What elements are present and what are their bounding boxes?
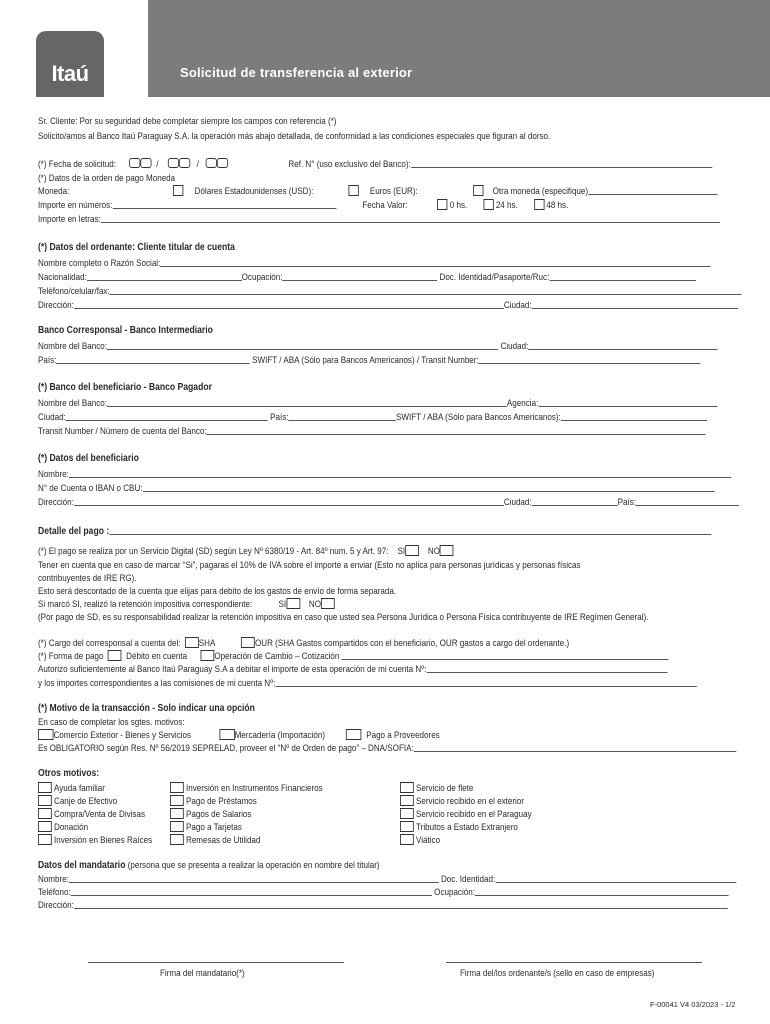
beneficiario-nombre-field[interactable] (69, 468, 731, 478)
mandatario-telefono-label: Teléfono: (38, 886, 71, 897)
motivo-title: (*) Motivo de la transacción - Solo indicar una opción (38, 703, 255, 714)
moneda-row (38, 185, 717, 196)
obligatorio-label: Es OBLIGATORIO según Res. Nº 56/2019 SEPRELAD, proveer el “Nº de Orden de pago” – DNA/SOFIA: (38, 742, 414, 753)
ordenante-nombre-label: Nombre completo o Razón Social: (38, 257, 161, 268)
motivo-label: Servicio recibido en el exterior (416, 795, 525, 806)
proveedores-label: Pago a Proveedores (366, 729, 440, 740)
agencia-field[interactable] (538, 397, 717, 407)
motivo-label: Inversión en Bienes Raíces (54, 834, 153, 845)
mandatario-nombre-label: Nombre: (38, 873, 69, 884)
cargo-row (38, 637, 569, 648)
direccion-field[interactable] (74, 299, 504, 309)
motivo-checkbox[interactable] (170, 782, 184, 793)
motivo-label: Servicio de flete (416, 782, 474, 793)
motivo-item[interactable] (170, 833, 323, 846)
usd-label: Dólares Estadounidenses (USD): (194, 185, 314, 196)
motivo-item[interactable] (400, 820, 532, 833)
itau-logo (36, 31, 104, 97)
tener-line-1: Tener en cuenta que en caso de marcar “Si”, pagaras el 10% de IVA sobre el importe a enviar (Esto no aplica para personas jurídicas y personas físicas (38, 559, 581, 570)
motivo-checkbox[interactable] (38, 808, 52, 819)
motivo-checkbox[interactable] (400, 782, 414, 793)
motivos-col-3 (400, 781, 532, 846)
sd-si-label: SI (397, 545, 406, 556)
intro-line-1: Sr. Cliente: Por su seguridad debe completar siempre los campos con referencia (*) (38, 115, 337, 126)
beneficiario-title: (*) Datos del beneficiario (38, 453, 139, 464)
mandatario-nombre-row (38, 873, 736, 884)
mandatario-doc-field[interactable] (495, 873, 736, 883)
importe-num-label: Importe en números: (38, 199, 113, 210)
beneficiario-pais-field[interactable] (636, 496, 739, 506)
transit-field[interactable] (207, 425, 706, 435)
footer-code: F-00041 V4 03/2023 - 1/2 (650, 1000, 736, 1009)
firma-ordenante-line[interactable] (446, 962, 702, 963)
h48-checkbox[interactable] (534, 199, 544, 210)
motivo-label: Viático (416, 834, 441, 845)
detalle-pago-row (38, 525, 711, 537)
marco-si-label: SI (278, 598, 287, 609)
ordenante-telefono-row (38, 285, 742, 296)
corresponsal-pais-label: País: (38, 354, 57, 365)
direccion-label: Dirección: (38, 299, 74, 310)
firma-mandatario-label: Firma del mandatario(*) (160, 967, 245, 978)
corresponsal-pais-field[interactable] (56, 354, 250, 364)
ordenante-nacionalidad-row (38, 271, 696, 282)
motivo-label: Pagos de Salarios (186, 808, 252, 819)
beneficiario-cuenta-row (38, 482, 714, 493)
eur-checkbox[interactable] (348, 185, 358, 196)
importes-field[interactable] (275, 677, 696, 687)
beneficiario-direccion-label: Dirección: (38, 496, 74, 507)
motivo-checkbox[interactable] (400, 821, 414, 832)
moneda-label: Moneda: (38, 185, 70, 196)
day-digit-2[interactable] (141, 158, 152, 168)
pagador-swift-field[interactable] (561, 411, 707, 421)
esto-line: Esto será descontado de la cuenta que elijas para debito de los gastos de envío de forma separada. (38, 585, 397, 596)
porpago-line: (Por pago de SD, es su responsabilidad realizar la retención impositiva en caso que usted sea Persona Jurídica o Persona Física contribuyente de IRE Regímen General). (38, 611, 649, 622)
nacionalidad-field[interactable] (87, 271, 242, 281)
mandatario-direccion-row (38, 899, 727, 910)
fecha-label: (*) Fecha de solicitud: (38, 158, 116, 169)
transit-label: Transit Number / Número de cuenta del Banco: (38, 425, 207, 436)
corresponsal-title: Banco Corresponsal - Banco Intermediario (38, 325, 213, 336)
year-digit-1[interactable] (206, 158, 217, 168)
sd-no-label: NO (427, 545, 440, 556)
beneficiario-direccion-field[interactable] (74, 496, 504, 506)
marco-si-checkbox[interactable] (286, 598, 300, 609)
mandatario-nombre-field[interactable] (69, 873, 439, 883)
ordenante-nombre-row (38, 257, 711, 268)
pagador-transit-row (38, 425, 705, 436)
datos-orden-label: (*) Datos de la orden de pago Moneda (38, 172, 176, 183)
pagador-nombre-field[interactable] (107, 397, 507, 407)
motivo-label: Servicio recibido en el Paraguay (416, 808, 532, 819)
pagador-ciudad-label: Ciudad: (38, 411, 66, 422)
marco-no-checkbox[interactable] (321, 598, 335, 609)
mandatario-direccion-label: Dirección: (38, 899, 74, 910)
motivo-checkbox[interactable] (38, 795, 52, 806)
comercio-checkbox[interactable] (38, 729, 53, 740)
motivo-label: Remesas de Utilidad (186, 834, 261, 845)
corresponsal-ciudad-field[interactable] (528, 340, 717, 350)
mandatario-subtitle: (persona que se presenta a realizar la operación en nombre del titular) (127, 859, 380, 870)
motivo-caso: En caso de completar los sgtes. motivos: (38, 716, 185, 727)
mandatario-doc-label: Doc. Identidad: (440, 873, 496, 884)
motivo-label: Inversión en Instrumentos Financieros (186, 782, 323, 793)
motivo-checkbox[interactable] (400, 795, 414, 806)
mandatario-title: Datos del mandatario (38, 860, 126, 871)
otra-moneda-checkbox[interactable] (473, 185, 483, 196)
motivo-label: Ayuda familiar (54, 782, 105, 793)
motivo-item[interactable] (38, 807, 152, 820)
importe-row (38, 199, 568, 210)
marco-no-label: NO (308, 598, 321, 609)
month-digit-1[interactable] (167, 158, 178, 168)
motivo-comercio-row (38, 729, 440, 740)
beneficiario-ciudad-field[interactable] (532, 496, 618, 506)
pagador-nombre-label: Nombre del Banco: (38, 397, 108, 408)
importes-row (38, 677, 697, 688)
h0-label: 0 hs. (449, 199, 468, 210)
date-separator-1: / (156, 158, 159, 169)
motivo-item[interactable] (170, 794, 323, 807)
obligatorio-row (38, 742, 736, 753)
corresponsal-ciudad-label: Ciudad: (500, 340, 529, 351)
importes-label: y los importes correspondientes a las comisiones de mi cuenta Nº: (38, 677, 276, 688)
firma-mandatario-line[interactable] (88, 962, 344, 963)
h48-label: 48 hs. (546, 199, 569, 210)
nacionalidad-label: Nacionalidad: (38, 271, 87, 282)
sha-checkbox[interactable] (185, 637, 199, 648)
date-separator-2: / (196, 158, 199, 169)
sd-label: (*) El pago se realiza por un Servicio Digital (SD) según Ley Nº 6380/19 - Art. 84º num. 5 y Art. 97: (38, 545, 389, 556)
pagador-ciudad-field[interactable] (66, 411, 268, 421)
motivo-label: Pago a Tarjetas (186, 821, 242, 832)
sd-row (38, 545, 454, 556)
logo-text: Itaú (51, 61, 89, 86)
importe-letras-label: Importe en letras: (38, 213, 101, 224)
h0-checkbox[interactable] (437, 199, 447, 210)
pagador-pais-field[interactable] (289, 411, 397, 421)
sd-no-checkbox[interactable] (440, 545, 454, 556)
motivo-item[interactable] (400, 807, 532, 820)
ciudad-field[interactable] (532, 299, 738, 309)
beneficiario-ciudad-label: Ciudad: (503, 496, 532, 507)
usd-checkbox[interactable] (173, 185, 183, 196)
mercaderia-label: Mercadería (Importación) (234, 729, 326, 740)
fecha-row (38, 158, 712, 169)
motivo-item[interactable] (400, 794, 532, 807)
motivo-checkbox[interactable] (38, 821, 52, 832)
mercaderia-checkbox[interactable] (219, 729, 234, 740)
header-bar (148, 0, 770, 97)
pagador-ciudad-row (38, 411, 707, 422)
beneficiario-direccion-row (38, 496, 739, 507)
telefono-field[interactable] (110, 285, 742, 295)
day-digit-1[interactable] (129, 158, 140, 168)
pagador-title: (*) Banco del beneficiario - Banco Pagador (38, 382, 212, 393)
corresponsal-nombre-row (38, 340, 718, 351)
autorizo-label: Autorizo suficientemente al Banco Itaú Paraguay S.A a debitar el importe de esta operación de mi cuenta Nº: (38, 663, 427, 674)
fecha-valor-label: Fecha Valor: (362, 199, 408, 210)
motivo-item[interactable] (38, 794, 152, 807)
month-digit-2[interactable] (179, 158, 190, 168)
pagador-nombre-row (38, 397, 717, 408)
ocupacion-label: Ocupación: (241, 271, 283, 282)
motivo-checkbox[interactable] (170, 808, 184, 819)
pagador-swift-label: SWIFT / ABA (Sólo para Bancos Americanos): (396, 411, 561, 422)
corresponsal-swift-field[interactable] (479, 354, 701, 364)
our-checkbox[interactable] (241, 637, 255, 648)
motivo-item[interactable] (170, 820, 323, 833)
telefono-label: Teléfono/celular/fax: (38, 285, 110, 296)
autorizo-field[interactable] (426, 663, 667, 673)
motivo-item[interactable] (170, 807, 323, 820)
cargo-label: (*) Cargo del corresponsal a cuenta del: (38, 637, 181, 648)
h24-checkbox[interactable] (483, 199, 493, 210)
intro-line-2: Solicito/amos al Banco Itaú Paraguay S.A. la operación más abajo detallada, de conformidad a las condiciones especiales que figuran al dorso. (38, 130, 551, 141)
proveedores-checkbox[interactable] (346, 729, 361, 740)
detalle-pago-field[interactable] (109, 525, 711, 535)
motivo-checkbox[interactable] (38, 782, 52, 793)
comercio-label: Comercio Exterior - Bienes y Servicios (53, 729, 192, 740)
marco-label: Si marcó SI, realizó la retención impositiva correspondiente: (38, 598, 253, 609)
mandatario-title-row (38, 859, 380, 871)
motivo-item[interactable] (170, 781, 323, 794)
motivo-label: Canje de Efectivo (54, 795, 118, 806)
motivo-item[interactable] (38, 833, 152, 846)
doc-label: Doc. Identidad/Pasaporte/Ruc: (439, 271, 550, 282)
mandatario-ocupacion-field[interactable] (475, 886, 729, 896)
sha-label: SHA (198, 637, 215, 648)
page-title: Solicitud de transferencia al exterior (180, 65, 413, 80)
eur-label: Euros (EUR): (369, 185, 418, 196)
corresponsal-pais-row (38, 354, 701, 365)
motivo-checkbox[interactable] (170, 821, 184, 832)
tener-line-2: contribuyentes de IRE RG). (38, 572, 137, 583)
year-digit-2[interactable] (217, 158, 228, 168)
motivo-checkbox[interactable] (400, 808, 414, 819)
sd-si-checkbox[interactable] (405, 545, 419, 556)
motivos-col-1 (38, 781, 152, 846)
beneficiario-nombre-row (38, 468, 731, 479)
autorizo-row (38, 663, 667, 674)
motivo-item[interactable] (38, 820, 152, 833)
beneficiario-pais-label: País: (617, 496, 637, 507)
motivo-item[interactable] (38, 781, 152, 794)
ciudad-label: Ciudad: (503, 299, 532, 310)
beneficiario-nombre-label: Nombre: (38, 468, 69, 479)
otros-motivos-title: Otros motivos: (38, 768, 100, 779)
pagador-pais-label: País: (270, 411, 289, 422)
ordenante-title: (*) Datos del ordenante: Cliente titular de cuenta (38, 242, 235, 253)
corresponsal-swift-label: SWIFT / ABA (Sólo para Bancos Americanos) / Transit Number: (252, 354, 479, 365)
mandatario-telefono-field[interactable] (71, 886, 432, 896)
corresponsal-nombre-field[interactable] (107, 340, 498, 350)
debito-label: Débito en cuenta (126, 650, 188, 661)
otra-moneda-label: Otra moneda (especifique) (492, 185, 589, 196)
obligatorio-field[interactable] (414, 742, 737, 752)
motivos-col-2 (170, 781, 323, 846)
ref-label: Ref. N° (uso exclusivo del Banco): (288, 158, 411, 169)
cuenta-label: N° de Cuenta o IBAN o CBU: (38, 482, 143, 493)
cambio-label: Operación de Cambio – Cotización (214, 650, 340, 661)
forma-row (38, 650, 668, 661)
ocupacion-field[interactable] (282, 271, 437, 281)
motivo-checkbox[interactable] (170, 795, 184, 806)
cambio-checkbox[interactable] (201, 650, 215, 661)
mandatario-telefono-row (38, 886, 729, 897)
otra-moneda-field[interactable] (588, 185, 717, 195)
mandatario-direccion-field[interactable] (74, 899, 728, 909)
marco-row (38, 598, 335, 609)
importe-num-field[interactable] (112, 199, 336, 209)
firma-ordenante-label: Firma del/los ordenante/s (sello en caso de empresas) (460, 967, 655, 978)
ref-field[interactable] (411, 158, 712, 168)
corresponsal-nombre-label: Nombre del Banco: (38, 340, 108, 351)
motivo-label: Tributos a Estado Extranjero (416, 821, 518, 832)
importe-letras-row (38, 213, 720, 224)
importe-letras-field[interactable] (101, 213, 720, 223)
forma-label: (*) Forma de pago (38, 650, 104, 661)
debito-checkbox[interactable] (108, 650, 122, 661)
ordenante-direccion-row (38, 299, 738, 310)
mandatario-ocupacion-label: Ocupación: (434, 886, 475, 897)
motivo-label: Compra/Venta de Divisas (54, 808, 145, 819)
ordenante-nombre-field[interactable] (160, 257, 710, 267)
motivo-checkbox[interactable] (38, 834, 52, 845)
motivo-item[interactable] (400, 781, 532, 794)
motivo-label: Donación (54, 821, 89, 832)
our-label: OUR (SHA Gastos compartidos con el beneficiario, OUR gastos a cargo del ordenante.) (254, 637, 570, 648)
motivo-checkbox[interactable] (400, 834, 414, 845)
motivo-checkbox[interactable] (170, 834, 184, 845)
agencia-label: Agencia: (506, 397, 539, 408)
h24-label: 24 hs. (495, 199, 518, 210)
cambio-field[interactable] (342, 650, 669, 660)
doc-field[interactable] (549, 271, 695, 281)
detalle-pago-title: Detalle del pago : (38, 526, 110, 537)
motivo-label: Pago de Préstamos (186, 795, 257, 806)
motivo-item[interactable] (400, 833, 532, 846)
cuenta-field[interactable] (143, 482, 715, 492)
